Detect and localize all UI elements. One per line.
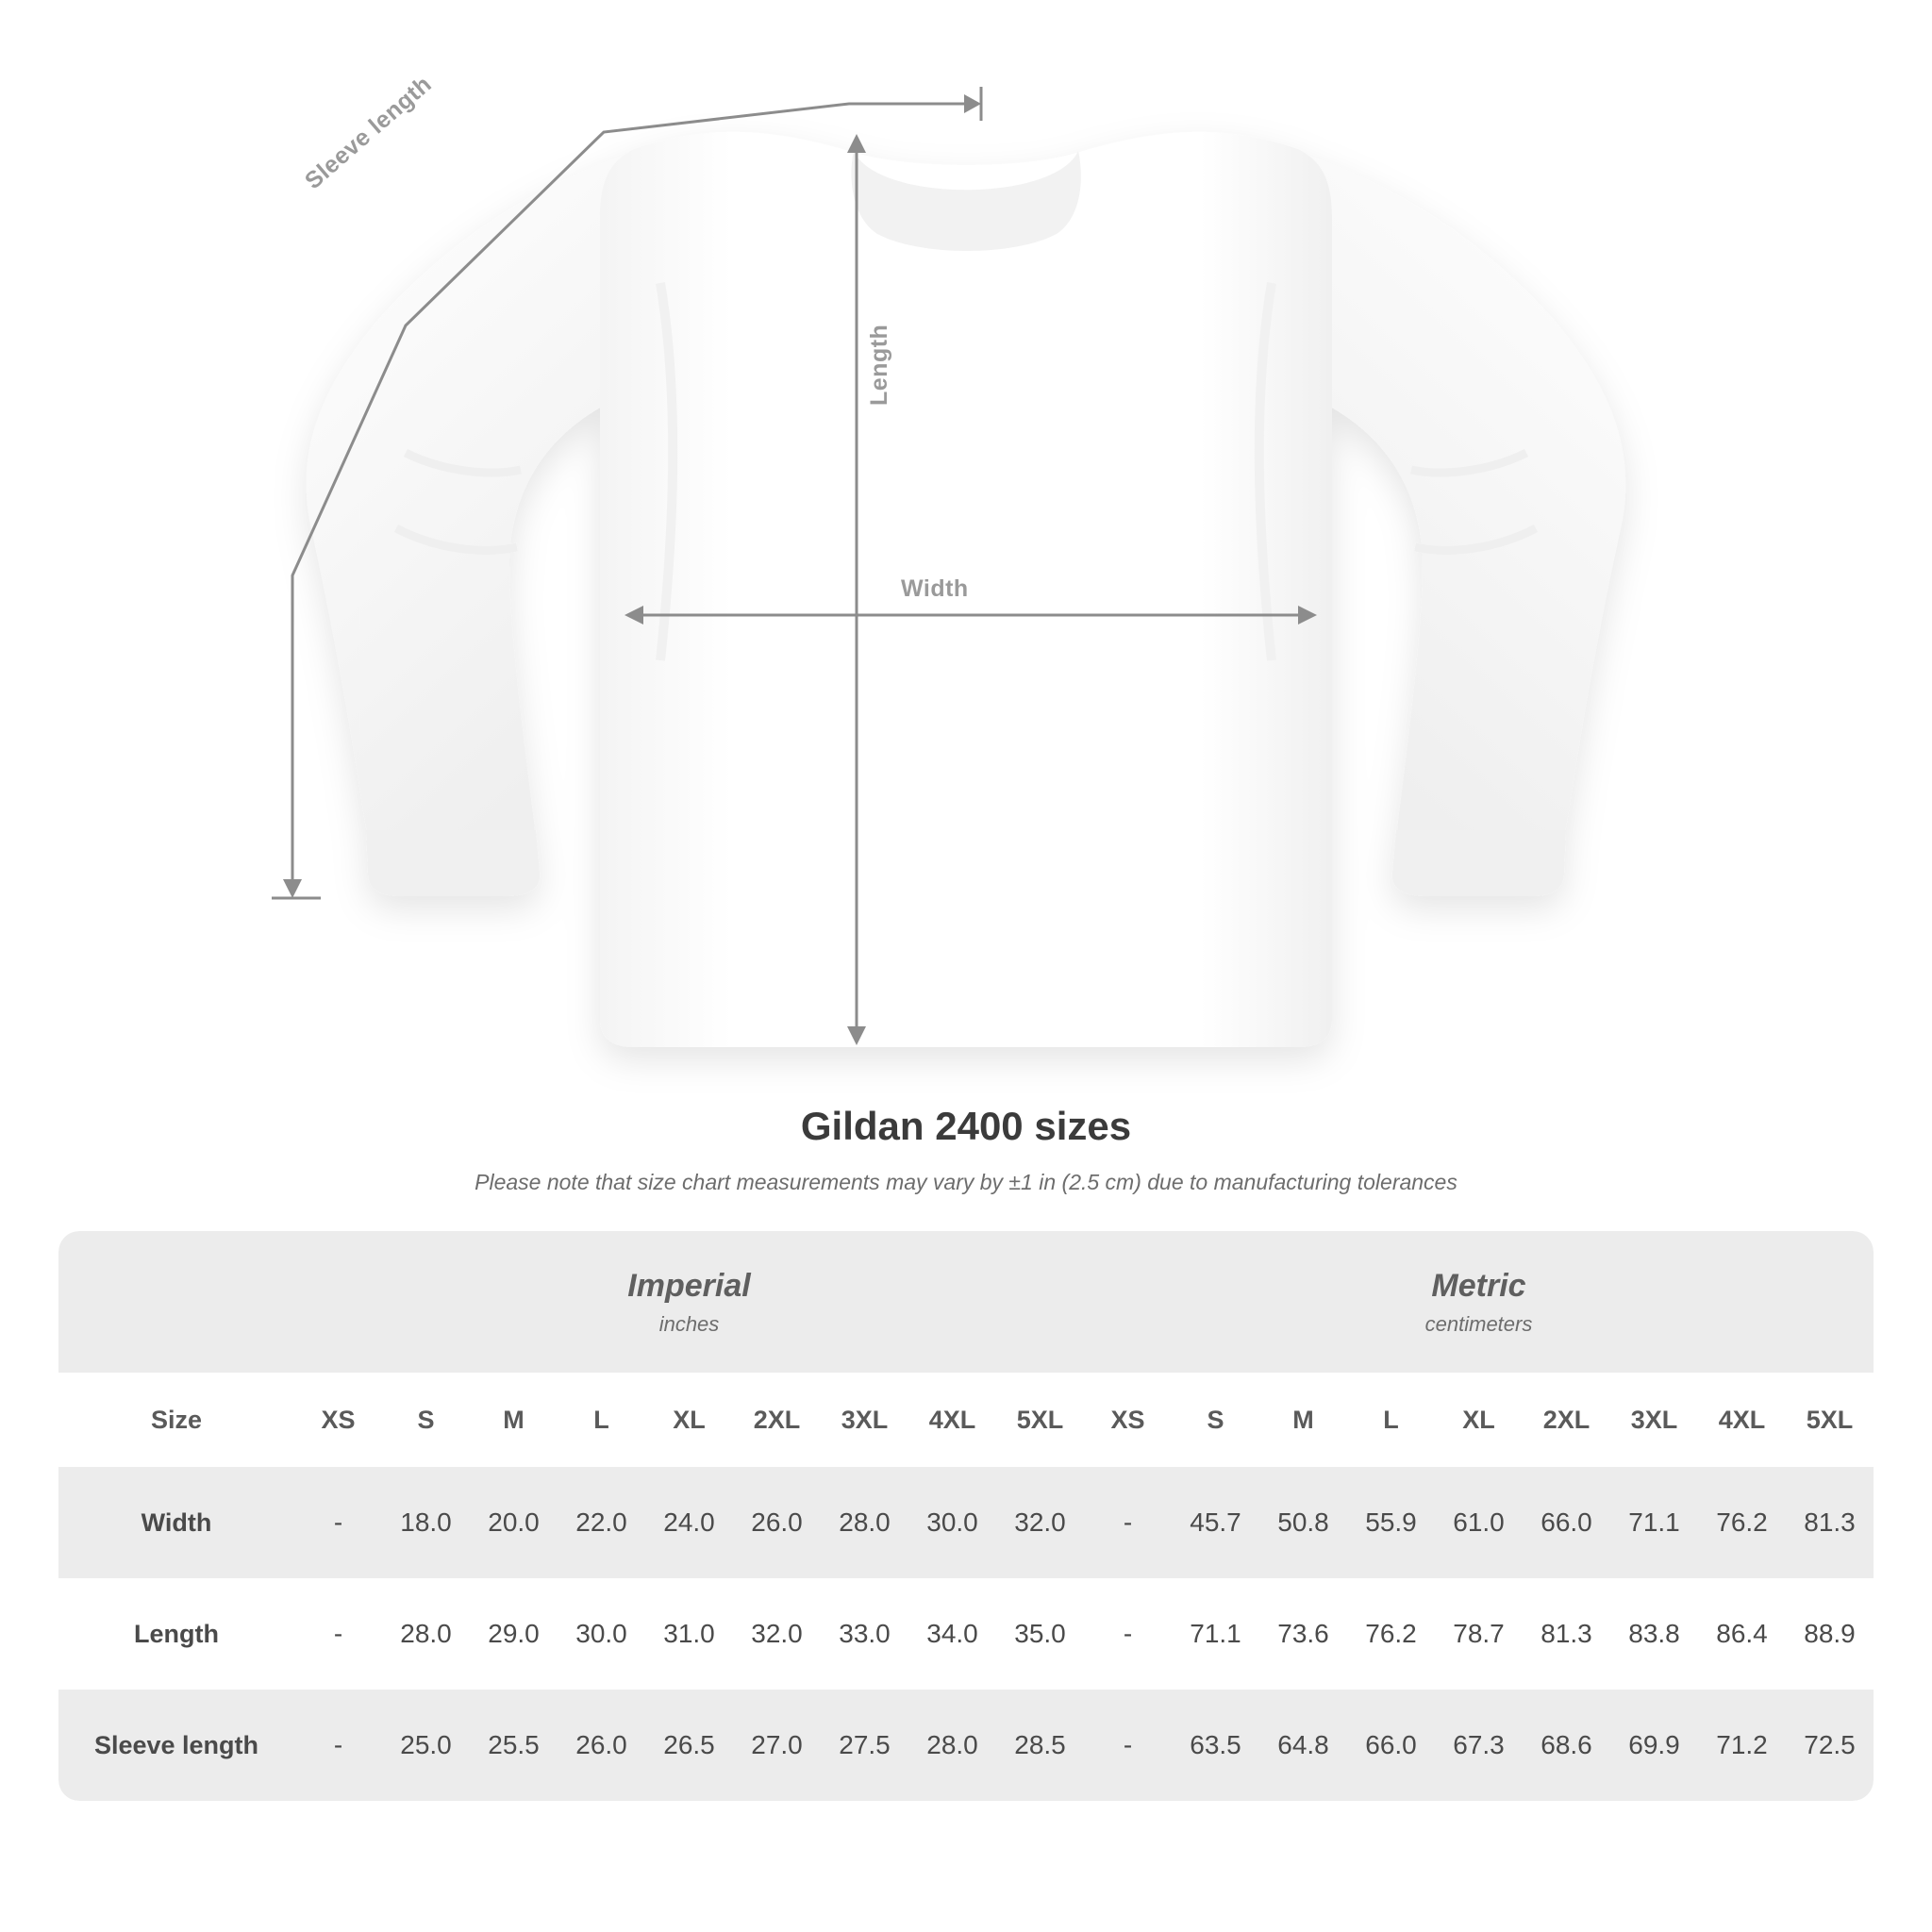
size-col-metric-m: M xyxy=(1259,1373,1347,1467)
cell-sleeve-imperial-m: 25.5 xyxy=(470,1690,558,1801)
cell-width-metric-l: 55.9 xyxy=(1347,1467,1435,1578)
cell-width-metric-m: 50.8 xyxy=(1259,1467,1347,1578)
unit-header-spacer xyxy=(58,1231,294,1373)
cell-width-metric-4xl: 76.2 xyxy=(1698,1467,1786,1578)
page-title: Gildan 2400 sizes xyxy=(800,1104,1132,1148)
row-label-width: Width xyxy=(58,1467,294,1578)
title-block xyxy=(0,1104,1932,1195)
cell-sleeve-imperial-xs: - xyxy=(294,1690,382,1801)
cell-length-metric-3xl: 83.8 xyxy=(1610,1578,1698,1690)
size-col-imperial-2xl: 2XL xyxy=(733,1373,821,1467)
size-col-imperial-m: M xyxy=(470,1373,558,1467)
size-col-imperial-3xl: 3XL xyxy=(821,1373,908,1467)
cell-length-metric-xs: - xyxy=(1084,1578,1172,1690)
size-col-metric-xs: XS xyxy=(1084,1373,1172,1467)
cell-width-imperial-xs: - xyxy=(294,1467,382,1578)
size-col-imperial-5xl: 5XL xyxy=(996,1373,1084,1467)
cell-width-metric-5xl: 81.3 xyxy=(1786,1467,1874,1578)
size-col-imperial-xs: XS xyxy=(294,1373,382,1467)
row-label-sleeve-length: Sleeve length xyxy=(58,1690,294,1801)
unit-header-imperial xyxy=(294,1231,1084,1373)
cell-sleeve-imperial-4xl: 28.0 xyxy=(908,1690,996,1801)
size-header-cell: Size xyxy=(58,1373,294,1467)
size-col-metric-5xl: 5XL xyxy=(1786,1373,1874,1467)
sleeve-length-label: Sleeve length xyxy=(300,70,437,195)
cell-sleeve-metric-4xl: 71.2 xyxy=(1698,1690,1786,1801)
cell-length-metric-2xl: 81.3 xyxy=(1523,1578,1610,1690)
table-row xyxy=(58,1467,1874,1578)
unit-sub-imperial: inches xyxy=(658,1311,720,1336)
cell-length-metric-l: 76.2 xyxy=(1347,1578,1435,1690)
cell-length-metric-s: 71.1 xyxy=(1172,1578,1259,1690)
tolerance-note: Please note that size chart measurements may vary by ±1 in (2.5 cm) due to manufacturing tolerances xyxy=(475,1170,1457,1194)
unit-header-metric xyxy=(1084,1231,1874,1373)
cell-width-metric-s: 45.7 xyxy=(1172,1467,1259,1578)
table-row xyxy=(58,1690,1874,1801)
cell-width-metric-xs: - xyxy=(1084,1467,1172,1578)
cell-length-imperial-4xl: 34.0 xyxy=(908,1578,996,1690)
cell-width-metric-3xl: 71.1 xyxy=(1610,1467,1698,1578)
cell-width-imperial-2xl: 26.0 xyxy=(733,1467,821,1578)
cell-sleeve-imperial-s: 25.0 xyxy=(382,1690,470,1801)
cell-length-imperial-xs: - xyxy=(294,1578,382,1690)
size-col-metric-3xl: 3XL xyxy=(1610,1373,1698,1467)
cell-length-metric-xl: 78.7 xyxy=(1435,1578,1523,1690)
row-label-length: Length xyxy=(58,1578,294,1690)
cell-sleeve-metric-3xl: 69.9 xyxy=(1610,1690,1698,1801)
unit-sub-metric: centimeters xyxy=(1424,1311,1533,1336)
unit-header-row xyxy=(58,1231,1874,1373)
cell-sleeve-imperial-xl: 26.5 xyxy=(645,1690,733,1801)
size-col-metric-xl: XL xyxy=(1435,1373,1523,1467)
cell-width-imperial-3xl: 28.0 xyxy=(821,1467,908,1578)
size-table xyxy=(58,1231,1874,1801)
cell-sleeve-metric-2xl: 68.6 xyxy=(1523,1690,1610,1801)
unit-name-metric: Metric xyxy=(1431,1267,1526,1304)
unit-name-imperial: Imperial xyxy=(627,1267,751,1304)
cell-length-imperial-5xl: 35.0 xyxy=(996,1578,1084,1690)
cell-width-imperial-5xl: 32.0 xyxy=(996,1467,1084,1578)
cell-width-imperial-m: 20.0 xyxy=(470,1467,558,1578)
size-table-container xyxy=(58,1231,1874,1801)
cell-sleeve-metric-l: 66.0 xyxy=(1347,1690,1435,1801)
cell-sleeve-metric-m: 64.8 xyxy=(1259,1690,1347,1801)
cell-sleeve-imperial-5xl: 28.5 xyxy=(996,1690,1084,1801)
size-col-metric-s: S xyxy=(1172,1373,1259,1467)
cell-length-metric-5xl: 88.9 xyxy=(1786,1578,1874,1690)
cell-sleeve-metric-s: 63.5 xyxy=(1172,1690,1259,1801)
cell-width-imperial-xl: 24.0 xyxy=(645,1467,733,1578)
size-col-metric-l: L xyxy=(1347,1373,1435,1467)
cell-sleeve-metric-5xl: 72.5 xyxy=(1786,1690,1874,1801)
cell-width-metric-2xl: 66.0 xyxy=(1523,1467,1610,1578)
cell-length-imperial-2xl: 32.0 xyxy=(733,1578,821,1690)
size-col-imperial-4xl: 4XL xyxy=(908,1373,996,1467)
cell-sleeve-metric-xs: - xyxy=(1084,1690,1172,1801)
cell-length-imperial-3xl: 33.0 xyxy=(821,1578,908,1690)
width-label: Width xyxy=(901,575,969,602)
size-col-imperial-s: S xyxy=(382,1373,470,1467)
cell-width-imperial-4xl: 30.0 xyxy=(908,1467,996,1578)
cell-length-imperial-l: 30.0 xyxy=(558,1578,645,1690)
table-row xyxy=(58,1578,1874,1690)
size-col-metric-2xl: 2XL xyxy=(1523,1373,1610,1467)
cell-sleeve-metric-xl: 67.3 xyxy=(1435,1690,1523,1801)
cell-width-imperial-s: 18.0 xyxy=(382,1467,470,1578)
cell-length-metric-m: 73.6 xyxy=(1259,1578,1347,1690)
cell-length-imperial-s: 28.0 xyxy=(382,1578,470,1690)
cell-sleeve-imperial-2xl: 27.0 xyxy=(733,1690,821,1801)
size-col-imperial-l: L xyxy=(558,1373,645,1467)
size-col-imperial-xl: XL xyxy=(645,1373,733,1467)
cell-length-imperial-m: 29.0 xyxy=(470,1578,558,1690)
cell-width-imperial-l: 22.0 xyxy=(558,1467,645,1578)
cell-length-imperial-xl: 31.0 xyxy=(645,1578,733,1690)
size-col-metric-4xl: 4XL xyxy=(1698,1373,1786,1467)
length-label: Length xyxy=(866,324,892,406)
cell-length-metric-4xl: 86.4 xyxy=(1698,1578,1786,1690)
cell-sleeve-imperial-l: 26.0 xyxy=(558,1690,645,1801)
size-header-row xyxy=(58,1373,1874,1467)
cell-sleeve-imperial-3xl: 27.5 xyxy=(821,1690,908,1801)
cell-width-metric-xl: 61.0 xyxy=(1435,1467,1523,1578)
